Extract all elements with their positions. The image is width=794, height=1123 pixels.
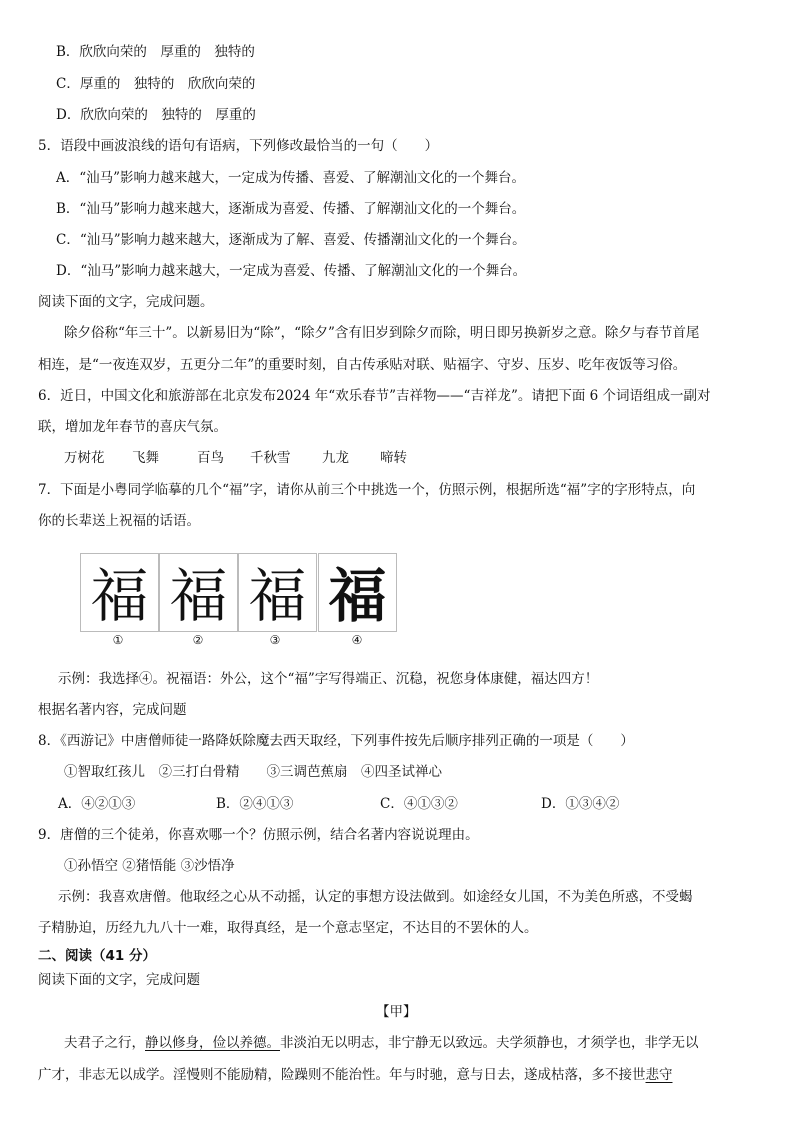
q6-line2: 联，增加龙年春节的喜庆气氛。: [38, 419, 227, 435]
q6-word: 万树花: [64, 450, 105, 466]
q6-word: 百鸟: [197, 450, 224, 466]
read1-para-line2: 相连，是“一夜连双岁，五更分二年”的重要时刻，自古传承贴对联、贴福字、守岁、压岁、吃年夜饭等习俗。: [38, 357, 687, 373]
fu-caption-4: ④: [351, 633, 363, 647]
fu-caption-2: ②: [192, 633, 204, 647]
fu-caption-3: ③: [269, 633, 281, 647]
q8-events: ①智取红孩儿 ②三打白骨精 ③三调芭蕉扇 ④四圣试禅心: [64, 764, 442, 780]
fu-caption-1: ①: [112, 633, 124, 647]
q4-option-b: B．欣欣向荣的 厚重的 独特的: [56, 44, 255, 60]
q7-line2: 你的长辈送上祝福的话语。: [38, 513, 200, 529]
fu-char: 福: [169, 562, 228, 630]
q4-option-d: D．欣欣向荣的 独特的 厚重的: [56, 107, 256, 123]
q5-option-b: B．“汕马”影响力越来越大，逐渐成为喜爱、传播、了解潮汕文化的一个舞台。: [56, 201, 526, 217]
fu-character-image-3: [238, 553, 317, 632]
passage-underlined-text: 悲守: [645, 1067, 673, 1083]
passage-underlined-text: 静以修身，俭以养德。: [145, 1035, 280, 1051]
section2-intro: 阅读下面的文字，完成问题: [38, 972, 200, 988]
passage-text: 广才，非志无以成学。淫慢则不能励精，险躁则不能治性。年与时驰，意与日去，遂成枯落，多不接世: [38, 1067, 646, 1083]
q7-line1: 7．下面是小粤同学临摹的几个“福”字，请你从前三个中挑选一个，仿照示例，根据所选“福”字的字形特点，向: [38, 482, 696, 498]
q8-option-a: A．④②①③: [58, 796, 136, 812]
q8-option-d: D．①③④②: [541, 796, 620, 812]
passage-text: 夫君子之行，: [64, 1035, 145, 1051]
q5-option-d: D．“汕马”影响力越来越大，一定成为喜爱、传播、了解潮汕文化的一个舞台。: [56, 263, 527, 279]
q4-option-c: C．厚重的 独特的 欣欣向荣的: [56, 76, 256, 92]
q7-example: 示例：我选择④。祝福语：外公，这个“福”字写得端正、沉稳，祝您身体康健，福达四方！: [58, 671, 599, 687]
fu-character-image-4: [318, 553, 397, 632]
q6-line1: 6．近日，中国文化和旅游部在北京发布2024 年“欢乐春节”吉祥物——“吉祥龙”。请把下面 6 个词语组成一副对: [38, 388, 711, 404]
q9-example-line2: 子精胁迫，历经九九八十一难，取得真经，是一个意志坚定，不达目的不罢休的人。: [38, 920, 538, 936]
fu-char: 福: [248, 564, 307, 629]
passage-text: 非淡泊无以明志，非宁静无以致远。夫学须静也，才须学也，非学无以: [280, 1035, 699, 1051]
q9-choices: ①孙悟空 ②猪悟能 ③沙悟净: [64, 858, 235, 874]
section2-heading: 二、阅读（41 分）: [38, 948, 156, 964]
q5-option-c: C．“汕马”影响力越来越大，逐渐成为了解、喜爱、传播潮汕文化的一个舞台。: [56, 232, 526, 248]
q6-word: 飞舞: [132, 450, 159, 466]
q8-stem: 8．《西游记》中唐僧师徒一路降妖除魔去西天取经，下列事件按先后顺序排列正确的一项是（ ）: [38, 733, 634, 749]
read1-para-line1: 除夕俗称“年三十”。以新易旧为“除”，“除夕”含有旧岁到除夕而除，明日即另换新岁之意。除夕与春节首尾: [64, 325, 700, 341]
q8-intro: 根据名著内容，完成问题: [38, 702, 187, 718]
q8-option-c: C．④①③②: [380, 796, 458, 812]
fu-character-image-1: [80, 553, 159, 632]
fu-char: 福: [90, 562, 149, 630]
q9-stem: 9．唐僧的三个徒弟，你喜欢哪一个？仿照示例，结合名著内容说说理由。: [38, 827, 479, 843]
passage-jia-line2: [38, 1065, 673, 1085]
fu-character-image-2: [159, 553, 238, 632]
read1-intro: 阅读下面的文字，完成问题。: [38, 294, 214, 310]
q6-word: 啼转: [380, 450, 407, 466]
passage-jia-title: 【甲】: [376, 1004, 417, 1020]
q6-word: 千秋雪: [250, 450, 291, 466]
passage-jia-line1: [64, 1033, 699, 1053]
q5-stem: 5．语段中画波浪线的语句有语病，下列修改最恰当的一句（ ）: [38, 138, 439, 154]
q9-example-line1: 示例：我喜欢唐僧。他取经之心从不动摇，认定的事想方设法做到。如途经女儿国，不为美色所惑，不受蝎: [58, 889, 693, 905]
q8-option-b: B．②④①③: [216, 796, 294, 812]
q6-word: 九龙: [322, 450, 349, 466]
q5-option-a: A．“汕马”影响力越来越大，一定成为传播、喜爱、了解潮汕文化的一个舞台。: [56, 170, 526, 186]
fu-char: 福: [328, 562, 387, 630]
